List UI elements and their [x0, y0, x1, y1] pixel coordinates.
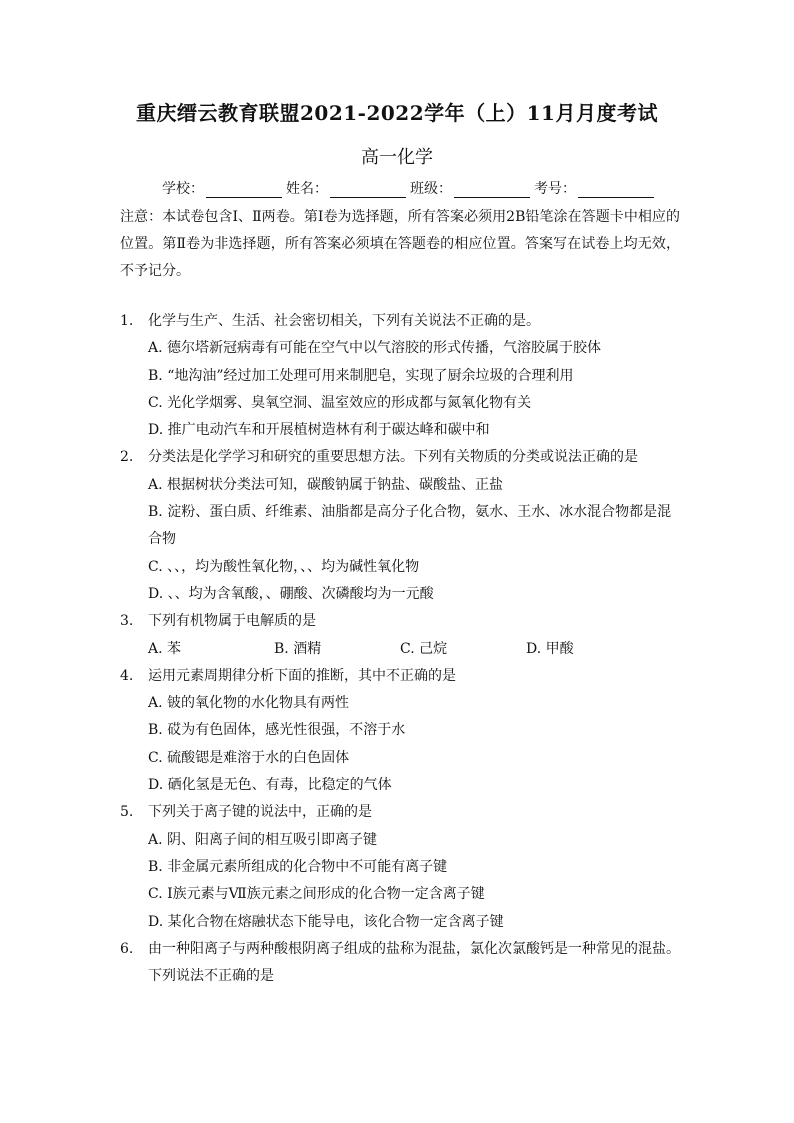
question-2	[120, 444, 690, 471]
option-3b: B. 酒精	[274, 640, 322, 657]
option-4d: D. 硒化氢是无色、有毒，比稳定的气体	[148, 777, 392, 794]
question-number: 1.	[120, 313, 134, 329]
option-5c: C. Ⅰ族元素与Ⅶ族元素之间形成的化合物一定含离子键	[148, 886, 485, 903]
option-1a: A. 德尔塔新冠病毒有可能在空气中以气溶胶的形式传播，气溶胶属于胶体	[148, 340, 602, 357]
school-label: 学校：	[162, 181, 204, 197]
option-4b: B. 砹为有色固体，感光性很强，不溶于水	[148, 722, 406, 739]
question-stem: 下列关于离子键的说法中，正确的是	[148, 804, 372, 821]
option-2a: A. 根据树状分类法可知，碳酸钠属于钠盐、碳酸盐、正盐	[148, 476, 504, 493]
question-number: 6.	[120, 940, 134, 957]
options-3	[120, 636, 690, 663]
question-stem: 化学与生产、生活、社会密切相关，下列有关说法不正确的是。	[148, 313, 540, 329]
option-2b: B. 淀粉、蛋白质、纤维素、油脂都是高分子化合物，氨水、王水、冰水混合物都是混	[148, 504, 672, 521]
question-number: 5.	[120, 804, 134, 821]
student-info-row	[162, 178, 658, 198]
class-label: 班级：	[410, 181, 452, 197]
option-1c: C. 光化学烟雾、臭氧空洞、温室效应的形成都与氮氧化物有关	[148, 394, 532, 411]
school-blank[interactable]	[206, 183, 282, 198]
question-stem: 运用元素周期律分析下面的推断，其中不正确的是	[148, 667, 456, 684]
question-3	[120, 608, 690, 635]
option-5d: D. 某化合物在熔融状态下能导电，该化合物一定含离子键	[148, 913, 504, 930]
question-list	[120, 308, 690, 990]
option-5a: A. 阴、阳离子间的相互吸引即离子键	[148, 831, 378, 848]
name-blank[interactable]	[330, 183, 406, 198]
question-number: 3.	[120, 613, 134, 630]
option-2b-continued: 合物	[148, 531, 176, 548]
option-4a: A. 铍的氧化物的水化物具有两性	[148, 695, 350, 712]
name-label: 姓名：	[286, 181, 328, 197]
question-5	[120, 799, 690, 826]
question-6	[120, 936, 690, 963]
question-stem: 分类法是化学学习和研究的重要思想方法。下列有关物质的分类或说法正确的是	[148, 449, 638, 466]
option-3d: D. 甲酸	[526, 640, 574, 657]
option-3c: C. 己烷	[400, 640, 448, 657]
question-4	[120, 663, 690, 690]
exam-notice: 注意：本试卷包含Ⅰ、Ⅱ两卷。第Ⅰ卷为选择题，所有答案必须用2B铅笔涂在答题卡中相应的位置。第Ⅱ卷为非选择题，所有答案必须填在答题卷的相应位置。答案写在试卷上均无效，不予记分。	[120, 209, 680, 279]
question-number: 4.	[120, 667, 134, 684]
exam-title: 重庆缙云教育联盟2021-2022学年（上）11月月度考试	[136, 101, 658, 125]
option-1b: B. “地沟油”经过加工处理可用来制肥皂，实现了厨余垃圾的合理利用	[148, 367, 574, 384]
option-5b: B. 非金属元素所组成的化合物中不可能有离子键	[148, 858, 448, 875]
exam-no-blank[interactable]	[578, 183, 654, 198]
class-blank[interactable]	[454, 183, 530, 198]
question-stem: 由一种阳离子与两种酸根阴离子组成的盐称为混盐，氯化次氯酸钙是一种常见的混盐。	[148, 940, 680, 957]
exam-no-label: 考号：	[534, 181, 576, 197]
option-2d: D. 、、均为含氧酸，、硼酸、次磷酸均为一元酸	[148, 585, 434, 602]
question-stem: 下列有机物属于电解质的是	[148, 613, 316, 630]
option-1d: D. 推广电动汽车和开展植树造林有利于碳达峰和碳中和	[148, 422, 490, 439]
option-2c: C. 、、，均为酸性氧化物，、、均为碱性氧化物	[148, 558, 420, 575]
option-4c: C. 硫酸锶是难溶于水的白色固体	[148, 749, 350, 766]
question-number: 2.	[120, 449, 134, 466]
question-6-stem-continued: 下列说法不正确的是	[148, 968, 274, 985]
exam-subject: 高一化学	[361, 147, 433, 168]
option-3a: A. 苯	[148, 640, 182, 657]
question-1	[120, 308, 690, 335]
